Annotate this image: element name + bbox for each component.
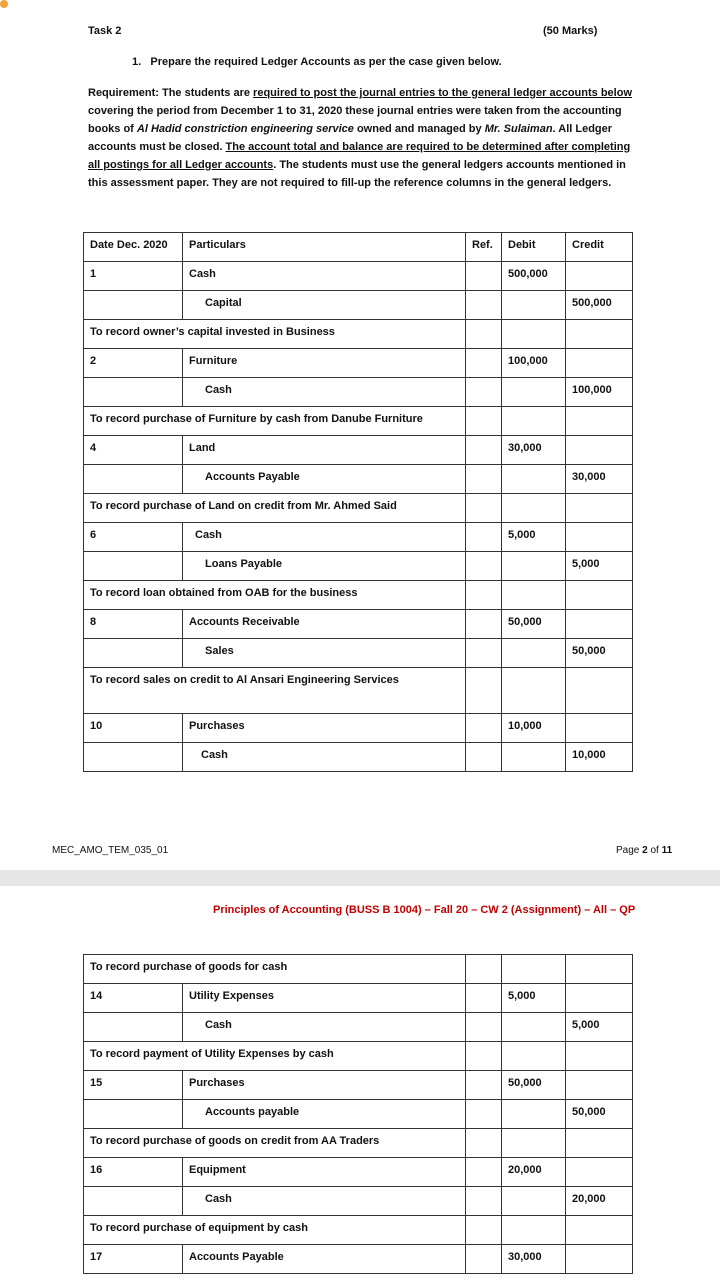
- credit-cell: [566, 714, 633, 743]
- date-cell: [84, 743, 183, 772]
- instruction: [132, 56, 502, 68]
- ref-cell: [466, 1100, 502, 1129]
- credit-cell: [566, 1216, 633, 1245]
- debit-cell: [502, 465, 566, 494]
- credit-cell: [566, 610, 633, 639]
- business-name: Al Hadid constriction engineering service: [136, 123, 354, 135]
- table-row: [84, 523, 633, 552]
- ref-cell: [466, 610, 502, 639]
- credit-account: Cash: [183, 378, 466, 407]
- req-text: covering the period from December 1 to 31, 2020 these journal entries were taken from the accounting: [88, 105, 622, 117]
- credit-amount: 500,000: [566, 291, 633, 320]
- req-text: this assessment paper. They are not required to fill-up the reference columns in the general ledgers.: [88, 177, 612, 189]
- header-date: Date Dec. 2020: [84, 233, 183, 262]
- debit-cell: [502, 1216, 566, 1245]
- table-row: [84, 743, 633, 772]
- debit-account: Land: [183, 436, 466, 465]
- ref-cell: [466, 955, 502, 984]
- ref-cell: [466, 1013, 502, 1042]
- narration: To record loan obtained from OAB for the business: [84, 581, 466, 610]
- narration: To record purchase of Land on credit from Mr. Ahmed Said: [84, 494, 466, 523]
- task-marks: (50 Marks): [543, 25, 598, 37]
- header-ref: Ref.: [466, 233, 502, 262]
- credit-cell: [566, 436, 633, 465]
- credit-amount: 100,000: [566, 378, 633, 407]
- credit-amount: 5,000: [566, 1013, 633, 1042]
- task-title: Task 2: [88, 25, 122, 37]
- credit-account: Cash: [183, 1013, 466, 1042]
- credit-account: Accounts payable: [183, 1100, 466, 1129]
- journal-table-page1: [83, 232, 633, 772]
- header-particulars: Particulars: [183, 233, 466, 262]
- req-text: . All Ledger: [552, 123, 613, 135]
- narration: To record owner’s capital invested in Business: [84, 320, 466, 349]
- req-text: books of: [88, 123, 137, 135]
- debit-amount: 20,000: [502, 1158, 566, 1187]
- credit-cell: [566, 1158, 633, 1187]
- narration-row: [84, 581, 633, 610]
- page-gap: [0, 870, 720, 886]
- table-row: [84, 639, 633, 668]
- debit-account: Purchases: [183, 1071, 466, 1100]
- entry-date: 6: [84, 523, 183, 552]
- debit-amount: 500,000: [502, 262, 566, 291]
- ref-cell: [466, 494, 502, 523]
- narration-row: [84, 1129, 633, 1158]
- ref-cell: [466, 262, 502, 291]
- owner-name: Mr. Sulaiman: [484, 123, 553, 135]
- requirement-label: Requirement:: [88, 87, 159, 99]
- credit-amount: 30,000: [566, 465, 633, 494]
- req-text: accounts must be closed.: [88, 141, 226, 153]
- debit-amount: 100,000: [502, 349, 566, 378]
- date-cell: [84, 552, 183, 581]
- credit-account: Cash: [183, 1187, 466, 1216]
- credit-cell: [566, 349, 633, 378]
- credit-cell: [566, 984, 633, 1013]
- debit-cell: [502, 743, 566, 772]
- ref-cell: [466, 349, 502, 378]
- date-cell: [84, 1013, 183, 1042]
- req-text: The students are: [161, 87, 254, 99]
- credit-amount: 10,000: [566, 743, 633, 772]
- date-cell: [84, 291, 183, 320]
- credit-cell: [566, 320, 633, 349]
- page-label: Page: [616, 845, 643, 856]
- entry-date: 2: [84, 349, 183, 378]
- debit-account: Cash: [183, 262, 466, 291]
- page-label: of: [647, 845, 662, 856]
- requirement-paragraph: [88, 84, 634, 192]
- debit-amount: 50,000: [502, 1071, 566, 1100]
- ref-cell: [466, 1129, 502, 1158]
- narration-row: [84, 1216, 633, 1245]
- debit-amount: 10,000: [502, 714, 566, 743]
- footer-page: [616, 845, 672, 856]
- narration: To record purchase of Furniture by cash from Danube Furniture: [84, 407, 466, 436]
- debit-account: Utility Expenses: [183, 984, 466, 1013]
- table-row: [84, 1158, 633, 1187]
- table-row: [84, 610, 633, 639]
- debit-amount: 5,000: [502, 984, 566, 1013]
- instruction-number: 1.: [132, 56, 142, 68]
- table-row: [84, 436, 633, 465]
- credit-account: Loans Payable: [183, 552, 466, 581]
- debit-amount: 30,000: [502, 436, 566, 465]
- narration: To record purchase of goods for cash: [84, 955, 466, 984]
- table-row: [84, 291, 633, 320]
- ref-cell: [466, 436, 502, 465]
- table-row: [84, 465, 633, 494]
- narration-row: [84, 955, 633, 984]
- debit-cell: [502, 291, 566, 320]
- debit-cell: [502, 1187, 566, 1216]
- table-row: [84, 262, 633, 291]
- debit-account: Accounts Payable: [183, 1245, 466, 1274]
- entry-date: 4: [84, 436, 183, 465]
- credit-cell: [566, 407, 633, 436]
- narration-row: [84, 320, 633, 349]
- credit-account: Capital: [183, 291, 466, 320]
- debit-cell: [502, 639, 566, 668]
- ref-cell: [466, 581, 502, 610]
- debit-cell: [502, 955, 566, 984]
- debit-cell: [502, 552, 566, 581]
- narration-row: [84, 1042, 633, 1071]
- credit-account: Cash: [183, 743, 466, 772]
- narration: To record payment of Utility Expenses by cash: [84, 1042, 466, 1071]
- table-row: [84, 1100, 633, 1129]
- header-credit: Credit: [566, 233, 633, 262]
- entry-date: 17: [84, 1245, 183, 1274]
- table-row: [84, 349, 633, 378]
- req-underlined: all postings for all Ledger accounts: [88, 159, 274, 171]
- ref-cell: [466, 1071, 502, 1100]
- debit-cell: [502, 668, 566, 714]
- journal-table-page2: [83, 954, 633, 1274]
- ref-cell: [466, 465, 502, 494]
- debit-cell: [502, 1013, 566, 1042]
- entry-date: 10: [84, 714, 183, 743]
- entry-date: 14: [84, 984, 183, 1013]
- req-underlined: required to post the journal entries to the general ledger accounts below: [253, 87, 632, 99]
- date-cell: [84, 1100, 183, 1129]
- req-text: owned and managed by: [353, 123, 485, 135]
- debit-account: Cash: [183, 523, 466, 552]
- table-header-row: [84, 233, 633, 262]
- table-row: [84, 1187, 633, 1216]
- credit-account: Accounts Payable: [183, 465, 466, 494]
- credit-cell: [566, 581, 633, 610]
- instruction-text: Prepare the required Ledger Accounts as per the case given below.: [150, 56, 502, 68]
- req-underlined: The account total and balance are required to be determined after completing: [225, 141, 631, 153]
- credit-cell: [566, 955, 633, 984]
- narration-row: [84, 668, 633, 714]
- ref-cell: [466, 639, 502, 668]
- credit-cell: [566, 262, 633, 291]
- date-cell: [84, 378, 183, 407]
- ref-cell: [466, 984, 502, 1013]
- req-text: . The students must use the general ledgers accounts mentioned in: [273, 159, 626, 171]
- narration-row: [84, 494, 633, 523]
- entry-date: 8: [84, 610, 183, 639]
- credit-cell: [566, 523, 633, 552]
- narration: To record purchase of goods on credit from AA Traders: [84, 1129, 466, 1158]
- credit-amount: 20,000: [566, 1187, 633, 1216]
- debit-cell: [502, 581, 566, 610]
- debit-cell: [502, 320, 566, 349]
- table-row: [84, 714, 633, 743]
- credit-cell: [566, 1042, 633, 1071]
- credit-cell: [566, 1129, 633, 1158]
- orange-dot-icon: [0, 0, 8, 8]
- course-header: Principles of Accounting (BUSS B 1004) – Fall 20 – CW 2 (Assignment) – All – QP: [213, 904, 636, 916]
- date-cell: [84, 465, 183, 494]
- table-row: [84, 984, 633, 1013]
- ref-cell: [466, 1042, 502, 1071]
- entry-date: 16: [84, 1158, 183, 1187]
- ref-cell: [466, 1158, 502, 1187]
- debit-cell: [502, 1042, 566, 1071]
- credit-account: Sales: [183, 639, 466, 668]
- debit-account: Equipment: [183, 1158, 466, 1187]
- ref-cell: [466, 1245, 502, 1274]
- debit-cell: [502, 407, 566, 436]
- header-debit: Debit: [502, 233, 566, 262]
- credit-cell: [566, 1245, 633, 1274]
- date-cell: [84, 639, 183, 668]
- debit-account: Furniture: [183, 349, 466, 378]
- entry-date: 15: [84, 1071, 183, 1100]
- ref-cell: [466, 714, 502, 743]
- ref-cell: [466, 407, 502, 436]
- credit-cell: [566, 1071, 633, 1100]
- table-row: [84, 1013, 633, 1042]
- page-total: 11: [661, 845, 673, 856]
- debit-account: Accounts Receivable: [183, 610, 466, 639]
- ref-cell: [466, 1187, 502, 1216]
- entry-date: 1: [84, 262, 183, 291]
- credit-cell: [566, 494, 633, 523]
- ref-cell: [466, 378, 502, 407]
- debit-cell: [502, 378, 566, 407]
- narration: To record sales on credit to Al Ansari Engineering Services: [84, 668, 466, 714]
- ref-cell: [466, 1216, 502, 1245]
- page-number: 2: [642, 845, 648, 856]
- credit-amount: 50,000: [566, 639, 633, 668]
- narration-row: [84, 407, 633, 436]
- debit-cell: [502, 1100, 566, 1129]
- table-row: [84, 552, 633, 581]
- table-row: [84, 1071, 633, 1100]
- ref-cell: [466, 743, 502, 772]
- footer-code: MEC_AMO_TEM_035_01: [52, 845, 169, 856]
- page-3-sheet: [6, 886, 714, 1280]
- table-row: [84, 1245, 633, 1274]
- debit-amount: 30,000: [502, 1245, 566, 1274]
- credit-cell: [566, 668, 633, 714]
- table-row: [84, 378, 633, 407]
- credit-amount: 50,000: [566, 1100, 633, 1129]
- ref-cell: [466, 291, 502, 320]
- ref-cell: [466, 523, 502, 552]
- narration: To record purchase of equipment by cash: [84, 1216, 466, 1245]
- debit-cell: [502, 494, 566, 523]
- debit-amount: 50,000: [502, 610, 566, 639]
- ref-cell: [466, 668, 502, 714]
- credit-amount: 5,000: [566, 552, 633, 581]
- debit-amount: 5,000: [502, 523, 566, 552]
- ref-cell: [466, 552, 502, 581]
- ref-cell: [466, 320, 502, 349]
- date-cell: [84, 1187, 183, 1216]
- debit-account: Purchases: [183, 714, 466, 743]
- debit-cell: [502, 1129, 566, 1158]
